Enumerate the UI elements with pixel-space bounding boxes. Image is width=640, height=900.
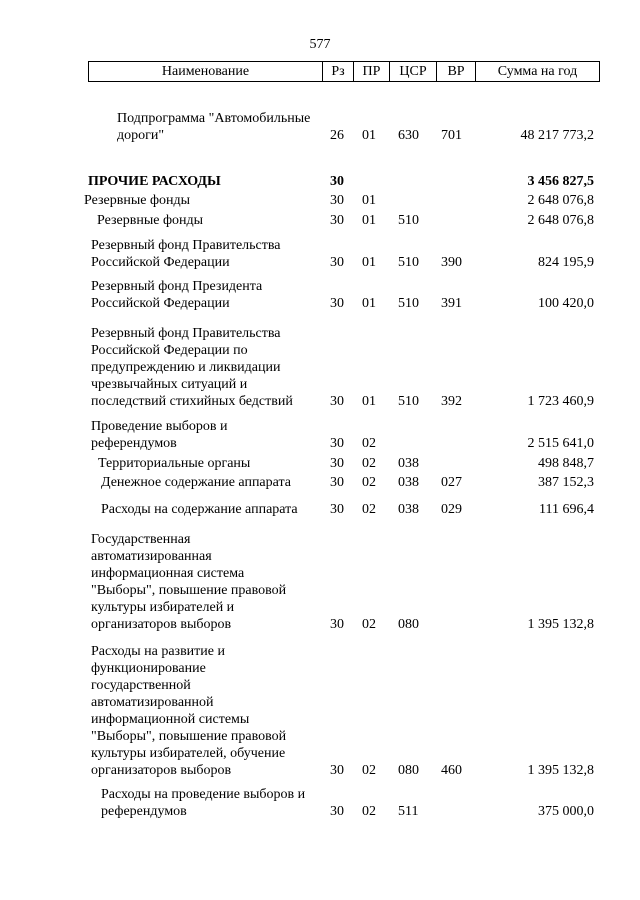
row-rz: 30 [330, 394, 344, 409]
row-name: Расходы на развитие и функционирование государственной автоматизированной информационной системы "Выборы", повышение правовой культуры избирателей, обучение организаторов выборов [91, 644, 287, 778]
row-csr: 080 [398, 763, 419, 778]
row-sum: 48 217 773,2 [520, 128, 594, 143]
row-csr: 080 [398, 617, 419, 632]
row-name: Резервный фонд Правительства Российской Федерации по предупреждению и ликвидации чрезвычайных ситуаций и последствий стихийных бедствий [91, 326, 293, 409]
table-row [0, 237, 640, 271]
row-csr: 511 [398, 804, 419, 819]
row-sum: 1 723 460,9 [527, 394, 594, 409]
row-name: Резервные фонды [97, 213, 204, 228]
row-vr: 392 [441, 394, 462, 409]
table-row [0, 531, 640, 633]
row-name: Расходы на проведение выборов и референдумов [101, 787, 306, 819]
table-row [0, 418, 640, 452]
header-sum: Сумма на год [475, 62, 599, 81]
row-csr: 038 [398, 502, 419, 517]
row-rz: 30 [330, 502, 344, 517]
row-rz: 30 [330, 804, 344, 819]
row-name: ПРОЧИЕ РАСХОДЫ [88, 174, 221, 189]
row-sum: 1 395 132,8 [527, 763, 594, 778]
table-row [0, 278, 640, 312]
row-sum: 100 420,0 [538, 296, 594, 311]
table-header [88, 61, 600, 82]
row-csr: 510 [398, 255, 419, 270]
row-pr: 01 [362, 128, 376, 143]
row-csr: 630 [398, 128, 419, 143]
row-pr: 02 [362, 763, 376, 778]
row-vr: 391 [441, 296, 462, 311]
table-row [0, 786, 640, 820]
row-rz: 26 [330, 128, 344, 143]
row-vr: 027 [441, 475, 462, 490]
row-vr: 701 [441, 128, 462, 143]
header-csr: ЦСР [389, 62, 436, 81]
row-sum: 3 456 827,5 [527, 174, 594, 189]
row-rz: 30 [330, 213, 344, 228]
row-csr: 510 [398, 213, 419, 228]
row-pr: 02 [362, 475, 376, 490]
row-pr: 02 [362, 804, 376, 819]
row-name: Резервные фонды [84, 193, 191, 208]
row-rz: 30 [330, 617, 344, 632]
row-name: Подпрограмма "Автомобильные дороги" [117, 111, 311, 143]
page-number: 577 [309, 37, 331, 52]
table-row [0, 455, 640, 472]
row-sum: 2 515 641,0 [527, 436, 594, 451]
row-sum: 498 848,7 [538, 456, 594, 471]
row-csr: 510 [398, 394, 419, 409]
header-rz: Рз [322, 62, 353, 81]
row-pr: 02 [362, 617, 376, 632]
row-vr: 390 [441, 255, 462, 270]
row-pr: 01 [362, 296, 376, 311]
row-vr: 029 [441, 502, 462, 517]
row-name: Резервный фонд Президента Российской Федерации [91, 279, 263, 311]
row-pr: 02 [362, 436, 376, 451]
table-row [0, 474, 640, 491]
row-sum: 824 195,9 [538, 255, 594, 270]
row-csr: 038 [398, 456, 419, 471]
header-vr: ВР [436, 62, 475, 81]
row-rz: 30 [330, 255, 344, 270]
row-name: Государственная автоматизированная информационная система "Выборы", повышение правовой культуры избирателей и организаторов выборов [91, 532, 287, 632]
table-row [0, 192, 640, 209]
row-pr: 01 [362, 394, 376, 409]
header-pr: ПР [353, 62, 389, 81]
row-sum: 2 648 076,8 [527, 193, 594, 208]
row-rz: 30 [330, 436, 344, 451]
row-pr: 01 [362, 213, 376, 228]
row-sum: 375 000,0 [538, 804, 594, 819]
row-pr: 01 [362, 193, 376, 208]
row-sum: 111 696,4 [539, 502, 594, 517]
row-name: Резервный фонд Правительства Российской Федерации [91, 238, 281, 270]
row-rz: 30 [330, 763, 344, 778]
row-vr: 460 [441, 763, 462, 778]
row-rz: 30 [330, 296, 344, 311]
row-rz: 30 [330, 193, 344, 208]
row-sum: 387 152,3 [538, 475, 594, 490]
row-name: Территориальные органы [98, 456, 251, 471]
table-row [0, 212, 640, 229]
row-rz: 30 [330, 475, 344, 490]
row-name: Денежное содержание аппарата [101, 475, 292, 490]
row-pr: 02 [362, 456, 376, 471]
table-row [0, 325, 640, 410]
row-csr: 510 [398, 296, 419, 311]
row-pr: 02 [362, 502, 376, 517]
row-rz: 30 [330, 174, 344, 189]
row-pr: 01 [362, 255, 376, 270]
table-row [0, 110, 640, 144]
table-row [0, 173, 640, 190]
table-row [0, 501, 640, 518]
row-name: Проведение выборов и референдумов [91, 419, 228, 451]
row-rz: 30 [330, 456, 344, 471]
table-row [0, 643, 640, 779]
row-csr: 038 [398, 475, 419, 490]
row-sum: 2 648 076,8 [527, 213, 594, 228]
row-name: Расходы на содержание аппарата [101, 502, 298, 517]
header-name: Наименование [161, 63, 250, 79]
row-sum: 1 395 132,8 [527, 617, 594, 632]
